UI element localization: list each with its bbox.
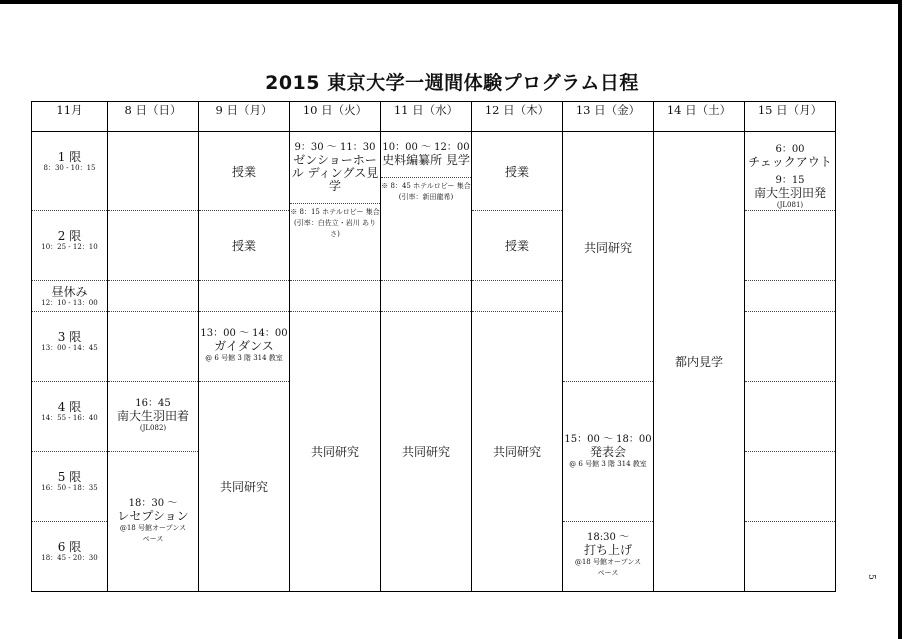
cell-mon9-p2: 授業 — [199, 211, 290, 281]
cell-fri13-p6 — [563, 522, 654, 592]
period-time: 10：25 - 12：10 — [41, 243, 98, 251]
header-month: 11月 — [32, 102, 108, 132]
cell-sun8-p1 — [108, 132, 199, 211]
period-name: 2 限 — [57, 229, 82, 243]
cell-mon9-lunch — [199, 281, 290, 312]
header-day-10: 10 日（火） — [290, 102, 381, 132]
cell-mon9-p456: 共同研究 — [199, 382, 290, 592]
event-title: レセプション — [117, 509, 189, 523]
event-title: ゼンショーホール ディングス見学 — [291, 153, 379, 193]
cell-sun8-lunch — [108, 281, 199, 312]
cell-wed11-lunch — [381, 281, 472, 312]
event-title: 打ち上げ — [583, 543, 632, 557]
cell-mon15-p4 — [745, 382, 836, 452]
period-cell — [32, 211, 108, 281]
period-time: 12：10 - 13：00 — [41, 299, 98, 307]
header-day-15: 15 日（月） — [745, 102, 836, 132]
cell-mon9-p3 — [199, 312, 290, 382]
flight-number: (JL081) — [776, 201, 804, 209]
cell-thu12-lunch — [472, 281, 563, 312]
cell-tue10-p3-6: 共同研究 — [290, 312, 381, 592]
cell-sun8-p3 — [108, 312, 199, 382]
event-time: 6：00 — [775, 144, 805, 155]
header-day-14: 14 日（土） — [654, 102, 745, 132]
period-cell — [32, 281, 108, 312]
event-lead: (引率：白佐立・岩川 ありさ) — [294, 219, 376, 238]
event-title: チェックアウト — [748, 155, 832, 169]
table-row — [32, 132, 836, 211]
event-note: ※ 8：45 ホテルロビー 集合 — [381, 177, 471, 192]
cell-thu12-p2: 授業 — [472, 211, 563, 281]
period-name: 6 限 — [57, 540, 82, 554]
event-title: ガイダンス — [214, 339, 274, 353]
event-place: @18 号館オープンス ペース — [574, 558, 642, 577]
cell-tue10-p12 — [290, 132, 381, 281]
event-time-2: 9：15 — [775, 175, 805, 186]
schedule-table — [31, 101, 836, 592]
cell-mon15-p1 — [745, 132, 836, 211]
flight-number: (JL082) — [139, 424, 167, 432]
period-time: 18：45 - 20：30 — [41, 554, 98, 562]
event-place: @18 号館オープンス ペース — [119, 524, 187, 543]
event-place: @ 6 号館 3 階 314 教室 — [205, 354, 283, 362]
page-title: 2015 東京大学一週間体験プログラム日程 — [265, 72, 639, 94]
event-note: ※ 8：15 ホテルロビー 集合 — [290, 203, 380, 218]
page-number: 5 — [866, 574, 877, 580]
cell-mon15-p2 — [745, 211, 836, 281]
cell-mon15-p3 — [745, 312, 836, 382]
event-time: 15：00 ～ 18：00 — [564, 434, 652, 445]
period-name: 1 限 — [57, 150, 82, 164]
cell-wed11-p12 — [381, 132, 472, 281]
event-title: 発表会 — [589, 445, 626, 459]
cell-thu12-p1: 授業 — [472, 132, 563, 211]
cell-sun8-p56 — [108, 452, 199, 592]
header-day-11: 11 日（水） — [381, 102, 472, 132]
cell-sun8-p4 — [108, 382, 199, 452]
event-title-2: 南大生羽田発 — [753, 186, 826, 200]
period-name: 4 限 — [57, 400, 82, 414]
header-day-13: 13 日（金） — [563, 102, 654, 132]
period-cell — [32, 132, 108, 211]
header-day-12: 12 日（木） — [472, 102, 563, 132]
cell-sun8-p2 — [108, 211, 199, 281]
event-time: 9：30 ～ 11：30 — [294, 142, 376, 153]
period-cell — [32, 382, 108, 452]
event-lead: (引率：新田龍希) — [398, 193, 454, 201]
cell-tue10-lunch — [290, 281, 381, 312]
period-cell — [32, 312, 108, 382]
cell-mon15-p6 — [745, 522, 836, 592]
cell-sat14-all: 都内見学 — [654, 132, 745, 592]
event-title: 史料編纂所 見学 — [382, 153, 470, 167]
event-time: 10：00 ～ 12：00 — [382, 142, 470, 153]
period-cell — [32, 522, 108, 592]
period-time: 8：30 - 10：15 — [43, 164, 96, 172]
period-time: 16：50 - 18：35 — [41, 484, 98, 492]
period-name: 3 限 — [57, 330, 82, 344]
cell-mon15-p5 — [745, 452, 836, 522]
event-time: 18:30 ～ — [587, 532, 629, 543]
cell-fri13-p1-3 — [563, 132, 654, 382]
header-row — [32, 102, 836, 132]
event-time: 16：45 — [135, 398, 171, 409]
header-day-8: 8 日（日） — [108, 102, 199, 132]
event-time: 18：30 ～ — [128, 498, 178, 509]
event-title: 南大生羽田着 — [116, 409, 189, 423]
event-title: 共同研究 — [583, 241, 632, 255]
cell-fri13-p45 — [563, 382, 654, 522]
cell-thu12-p3-6: 共同研究 — [472, 312, 563, 592]
header-day-9: 9 日（月） — [199, 102, 290, 132]
period-cell — [32, 452, 108, 522]
event-place: @ 6 号館 3 階 314 教室 — [569, 460, 647, 468]
period-time: 14：55 - 16：40 — [41, 414, 98, 422]
cell-mon15-lunch — [745, 281, 836, 312]
period-name: 5 限 — [57, 470, 82, 484]
period-name: 昼休み — [51, 285, 88, 299]
cell-wed11-p3-6: 共同研究 — [381, 312, 472, 592]
cell-mon9-p1: 授業 — [199, 132, 290, 211]
period-time: 13：00 - 14：45 — [41, 344, 98, 352]
event-time: 13：00 ～ 14：00 — [200, 328, 288, 339]
